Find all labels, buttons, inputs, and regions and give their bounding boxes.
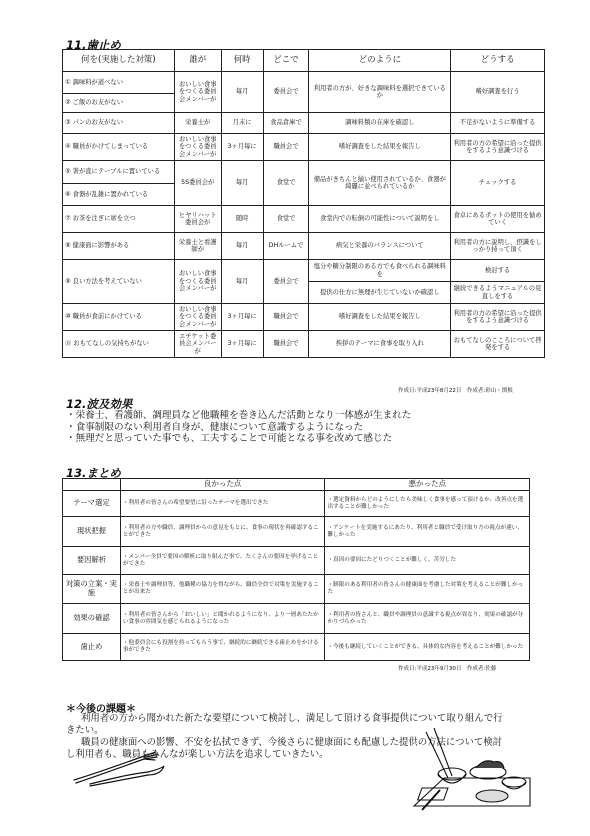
fork-knife-illustration [70,748,166,788]
cell-how: 利用者の方が、好きな調味料を選択できているか [309,72,451,113]
cell-what: ④ 職員がかけてしまっている [63,134,175,161]
cell-good: ・利用者の皆さんから「おいしい」と聞かれるようになり、より一層あたたかい食事の雰囲気を感じられるようになった [120,604,325,634]
row-label: 要因解析 [63,547,121,575]
effect-item: ・栄養士、看護師、調理員など他職種を巻き込んだ活動となり一体感が生まれた [66,410,412,421]
th-do: どうする [451,50,545,72]
row-label: 現状把握 [63,517,121,547]
cell-who: エチケット委員会メンバーが [174,331,221,358]
row-label: 歯止め [63,634,121,661]
cell-good: ・メンバー全員で要因の解析に取り組んだ事で、たくさんの要因を挙げることができた [120,547,325,575]
cell-bad: ・今後も継続していくことができる、具体的な内容を考えることが難しかった [325,634,530,661]
cell-where: 食堂で [263,161,309,206]
cell-do: 検討する [451,260,545,282]
cell-how: 病気と栄養のバランスについて [309,233,451,260]
cell-do: 利用者の方に説明し、摂識をしっかり持って頂く [451,233,545,260]
cell-good: ・他委員会にも役割を持ってもらう事で、継続的に継続できる歯止めをかける事ができた [120,634,325,661]
cell-who: 5S委員会が [174,161,221,206]
cell-do: 食卓にあるポットの使用を勧めていく [451,206,545,233]
effects-list [66,410,411,445]
cell-how: 挨拶のテーマに食事を取り入れ [309,331,451,358]
th-empty [63,479,121,491]
cell-who: ヒヤリハット委員会が [174,206,221,233]
cell-do: 不足がないように準備する [451,113,545,134]
cell-who: おいしい食事をつくる委員会メンバーが [174,304,221,331]
cell-when: 毎月 [221,233,263,260]
cell-what: ⑩ 職員が食前にかけている [63,304,175,331]
table-13-caption: 作成日:平成23年9月30日 作成者:佐藤 [398,666,497,672]
cell-what: ⑥ 食器が乱雑に置かれている [63,184,175,206]
cell-do: 利用者の方の希望に沿った提供をするよう意識づける [451,134,545,161]
cell-who: 栄養士が [174,113,221,134]
cell-when: 毎月 [221,161,263,206]
cell-do: 利用者の方の希望に沿った提供をするよう意識づける [451,304,545,331]
cell-bad: ・選定資料からどのようにしたら美味しく食事を感って頂けるか、改善点を選出することが難しかった [325,491,530,517]
th-who: 誰が [174,50,221,72]
cell-do: チェックする [451,161,545,206]
future-tasks-title: ＊今後の課題＊ [66,704,136,715]
cell-when: 毎月 [221,72,263,113]
cell-do: 継続できるようマニュアルの見直しをする [451,282,545,304]
table-11-caption: 作成日:平成23年8月22日 作成者:彩山・関根 [398,388,513,394]
cell-when: 随時 [221,206,263,233]
cell-bad: ・アンケートを実施するにあたり、利用者と職員で受け取り方の視点が違い、難しかった [325,517,530,547]
cell-where: 職員会で [263,304,309,331]
cell-where: 食堂で [263,206,309,233]
row-label: 対策の立案・実施 [63,575,121,604]
cell-who: おいしい食事をつくる委員会メンバーが [174,260,221,304]
cell-who: おいしい食事をつくる委員会メンバーが [174,72,221,113]
cell-what: ⑦ お茶を注ぎに席を立つ [63,206,175,233]
cell-where: 職員会で [263,331,309,358]
section-12-title: 12.波及効果 [66,397,133,411]
cell-how: 調味料類の在庫を確認し [309,113,451,134]
cell-what: ⑧ 健康面に影響がある [63,233,175,260]
cell-where: 職員会で [263,134,309,161]
cell-what: ② ご飯のお友がない [63,94,175,113]
th-when: 何時 [221,50,263,72]
cell-how: 提供の仕方に無理が生じていないか確認し [309,282,451,304]
cell-where: 食品倉庫で [263,113,309,134]
future-tasks-paragraph: 利用者の方から聞かれた新たな要望について検討し、満足して頂ける食事提供について取り組んで行きたい。 [66,713,503,736]
cell-how: 嗜好調査をした結果を報告し [309,304,451,331]
section-11-title: 11.歯止め [66,38,121,52]
cell-bad: ・真因の要因にたどりつくことが難しく、苦労した [325,547,530,575]
cell-good: ・利用者の方や職員、調理員からの意見をもとに、食事の現状を再確認することができた [120,517,325,547]
cell-good: ・利用者の皆さんの希望要望に沿ったテーマを選出できた [120,491,325,517]
cell-when: 毎月 [221,260,263,304]
th-good: 良かった点 [120,479,325,491]
th-what: 何を(実施した対策) [63,50,175,72]
th-where: どこで [263,50,309,72]
section-13-title: 13.まとめ [66,466,121,480]
row-label: 効果の確認 [63,604,121,634]
cell-do: 嗜好調査を行う [451,72,545,113]
effect-item: ・無理だと思っていた事でも、工夫することで可能となる事を改めて感じた [66,433,393,444]
cell-who: 栄養士と看護師が [174,233,221,260]
cell-bad: ・利用者の皆さんと、職員や調理員の意識する視点が異なり、効果の確認が分かりづらかった [325,604,530,634]
cell-where: DHルームで [263,233,309,260]
effect-item: ・食事制限のない利用者自身が、健康について意識するようになった [66,421,364,433]
table-13 [62,478,530,661]
cell-who: おいしい食事をつくる委員会メンバーが [174,134,221,161]
table-11 [62,49,545,358]
cell-what: ③ パンのお友がない [63,113,175,134]
cell-when: 3ヶ月毎に [221,134,263,161]
cell-what: ⑨ 良い方法を考えていない [63,260,175,304]
cell-how: 食堂内での転倒の可能性について説明をし [309,206,451,233]
cell-when: 3ヶ月毎に [221,304,263,331]
cell-good: ・栄養士や調理員等、他職種の協力を得ながら、職員全員で対策を実施することが出来た [120,575,325,604]
cell-how: 塩分や糖分制限のある方でも食べられる調味料を [309,260,451,282]
cell-bad: ・制限のある利用者の皆さんの健康面を考慮した対策を考えることが難しかった [325,575,530,604]
cell-when: 3ヶ月毎に [221,331,263,358]
th-how: どのように [309,50,451,72]
cell-when: 月末に [221,113,263,134]
cell-how: 嗜好調査をした結果を報告し [309,134,451,161]
cell-what: ① 調味料が道べない [63,72,175,94]
future-tasks-paragraph: 職員の健康面への影響、不安を払拭できず、今後さらに健康面にも配慮した提供の方法について検討し利用者も、職員もみんなが楽しい方法を追求していきたい。 [66,737,502,760]
meal-table-illustration [410,722,534,814]
cell-do: おもてなしのこころについて啓発をする [451,331,545,358]
row-label: テーマ選定 [63,491,121,517]
cell-what: ⑤ 箸が直にテーブルに置いている [63,161,175,184]
cell-what: ⑪ おもてなしの気持ちがない [63,331,175,358]
cell-where: 委員会で [263,72,309,113]
cell-how: 備品がきちんと揃い使用されているか、食器が綺麗に並べられているか [309,161,451,206]
th-bad: 悪かった点 [325,479,530,491]
cell-where: 委員会で [263,260,309,304]
